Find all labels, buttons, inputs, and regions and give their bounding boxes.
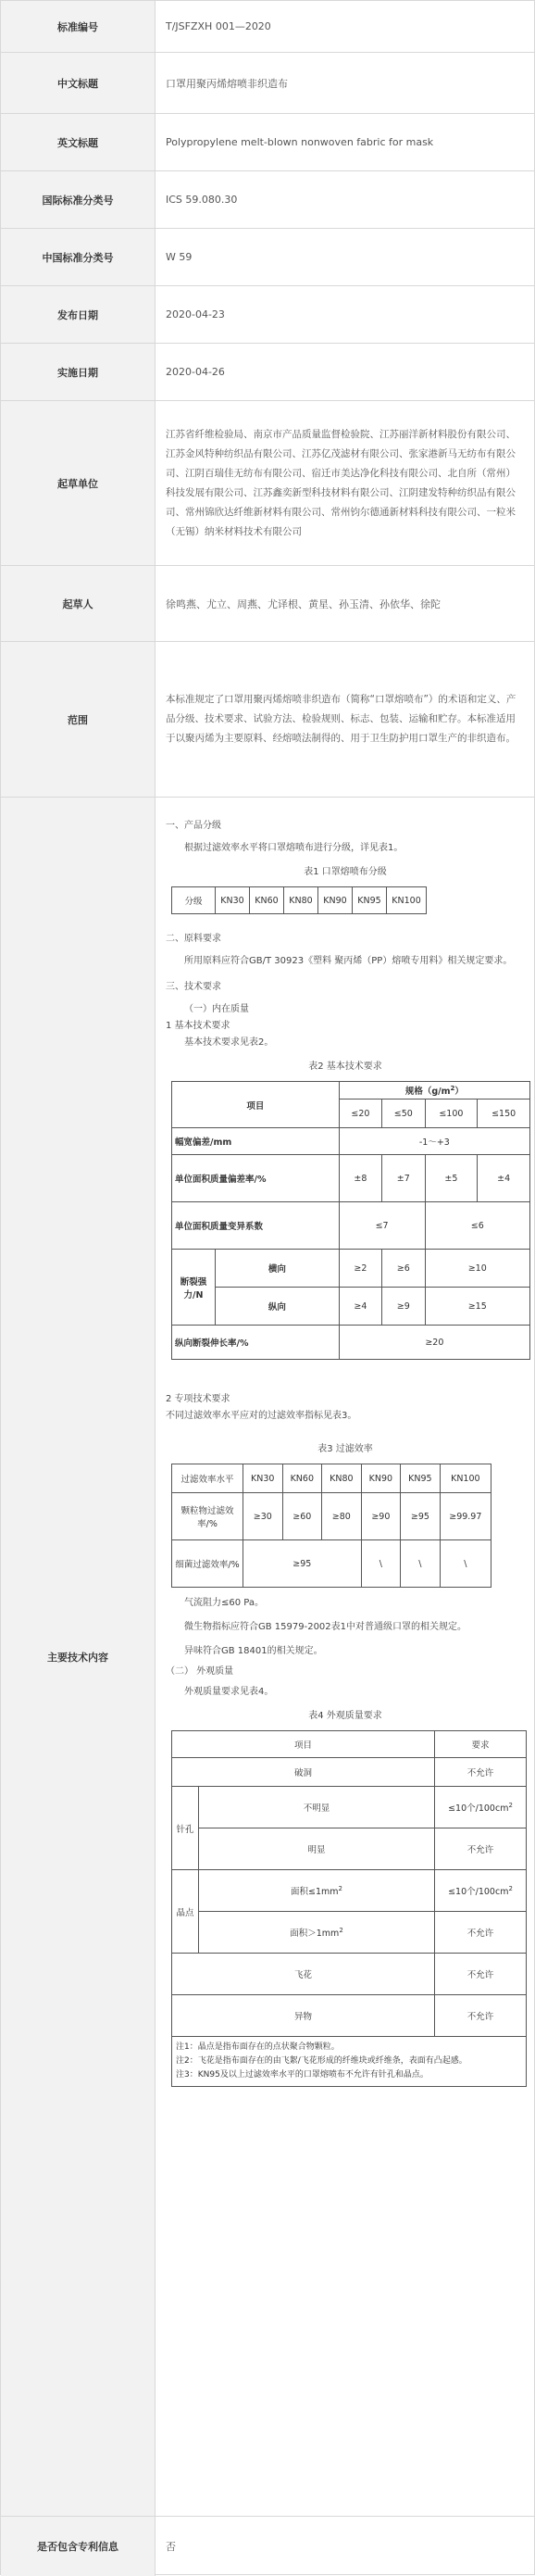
value-scope: 本标准规定了口罩用聚丙烯熔喷非织造布（简称“口罩熔喷布”）的术语和定义、产品分级、技术要求、试验方法、检验规则、标志、包装、运输和贮存。本标准适用于以聚丙烯为主要原料、经熔喷法制得的、用于卫生防护用口罩生产的非织造布。 xyxy=(166,694,516,744)
table-row xyxy=(172,1787,527,1828)
section-intrinsic: （一）内在质量 xyxy=(184,1004,249,1014)
value-ics: ICS 59.080.30 xyxy=(166,194,238,206)
table4-col-req: 要求 xyxy=(435,1731,527,1758)
section-tech: 三、技术要求 xyxy=(166,982,221,992)
table2-caption: 表2 基本技术要求 xyxy=(308,1062,382,1072)
table1-grade: KN90 xyxy=(318,887,353,914)
table2-cell: ≥20 xyxy=(339,1326,529,1360)
table-row xyxy=(172,1464,491,1493)
row-en-title xyxy=(1,114,535,171)
table1-grading xyxy=(171,886,427,914)
table1-grade: KN95 xyxy=(353,887,387,914)
appearance-text: 外观质量要求见表4。 xyxy=(184,1687,274,1697)
table2-basic-requirements xyxy=(171,1081,530,1360)
table-row xyxy=(172,1155,530,1202)
table3-cell: ≥90 xyxy=(361,1493,401,1540)
value-drafting-units: 江苏省纤维检验局、南京市产品质量监督检验院、江苏丽洋新材料股份有限公司、江苏金风特种纺织品有限公司、江苏亿茂滤材有限公司、张家港新马无纺布有限公司、江阴百瑞佳无纺布有限公司、宿迁市美达净化科技有限公司、北自所（常州）科技发展有限公司、江苏鑫奕新型科技材料有限公司、江阴建发特种纺织品有限公司、常州锦欣达纤维新材料有限公司、常州钧尔德通新材料科技有限公司、一粒米（无锡）纳米材料技术有限公司 xyxy=(166,428,516,537)
table3-filtration xyxy=(171,1464,491,1588)
table-row xyxy=(172,1082,530,1100)
value-std-no: T/JSFZXH 001—2020 xyxy=(166,20,271,32)
main-content-body xyxy=(155,798,535,2516)
table4-cell: 不允许 xyxy=(435,1828,527,1870)
table-row xyxy=(172,1731,527,1758)
table-row xyxy=(172,1202,530,1250)
grading-text: 根据过滤效率水平将口罩熔喷布进行分级，详见表1。 xyxy=(184,843,404,853)
table1-grade: KN100 xyxy=(387,887,427,914)
row-cn-title xyxy=(1,53,535,114)
table3-cell: ≥99.97 xyxy=(440,1493,491,1540)
table2-width-value: -1～+3 xyxy=(339,1128,529,1155)
table3-cell: \ xyxy=(361,1540,401,1588)
table3-particle-label: 颗粒物过滤效率/% xyxy=(172,1493,243,1540)
table4-cell: 不允许 xyxy=(435,1954,527,1995)
table-row xyxy=(172,1288,530,1326)
row-std-no xyxy=(1,1,535,53)
table1-grade: KN80 xyxy=(284,887,318,914)
table2-cell: ±5 xyxy=(425,1155,478,1202)
table3-bacteria-label: 细菌过滤效率/% xyxy=(172,1540,243,1588)
basic-text: 基本技术要求见表2。 xyxy=(184,1037,274,1048)
table-row xyxy=(172,1995,527,2037)
label-main-content: 主要技术内容 xyxy=(1,798,156,2516)
microbe-text: 微生物指标应符合GB 15979-2002表1中对普通级口罩的相关规定。 xyxy=(184,1622,467,1632)
table-row xyxy=(172,1954,527,1995)
table3-grade: KN90 xyxy=(361,1464,401,1493)
label-drafting-units: 起草单位 xyxy=(1,401,156,565)
table1-grade: KN60 xyxy=(250,887,284,914)
table4-note: 注3：KN95及以上过滤效率水平的口罩熔喷布不允许有针孔和晶点。 xyxy=(176,2070,429,2080)
label-ccs: 中国标准分类号 xyxy=(1,229,156,285)
table4-cr-b: 面积$>1mm^2$ xyxy=(199,1912,435,1954)
row-main-content xyxy=(1,798,535,2517)
table3-cell: ≥30 xyxy=(243,1493,283,1540)
label-drafters: 起草人 xyxy=(1,566,156,641)
special-text: 不同过滤效率水平应对的过滤效率指标见表3。 xyxy=(166,1411,357,1421)
value-ccs: W 59 xyxy=(166,251,193,263)
table-row xyxy=(172,1828,527,1870)
value-impl-date: 2020-04-26 xyxy=(166,366,225,378)
table2-cell: ≤6 xyxy=(425,1202,530,1250)
table1-grade: KN30 xyxy=(216,887,250,914)
table2-cell: ±4 xyxy=(478,1155,530,1202)
value-en-title: Polypropylene melt-blown nonwoven fabric for mask xyxy=(166,136,434,148)
table4-flake: 飞花 xyxy=(172,1954,435,1995)
table4-note: 注1：晶点是指布面存在的点状聚合物颗粒。 xyxy=(176,2042,340,2052)
table2-col-item: 项目 xyxy=(172,1082,340,1128)
table4-cell: 不允许 xyxy=(435,1758,527,1787)
table4-cr-a: 面积$\le 1mm^2$ xyxy=(199,1870,435,1912)
table2-cell: ≥15 xyxy=(425,1288,530,1326)
table3-cell: ≥60 xyxy=(282,1493,322,1540)
row-patent xyxy=(1,2517,535,2576)
table2-spec: ≤50 xyxy=(382,1100,425,1128)
table1-head: 分级 xyxy=(172,887,216,914)
row-pub-date xyxy=(1,286,535,344)
table3-cell: \ xyxy=(440,1540,491,1588)
table2-spec: ≤100 xyxy=(425,1100,478,1128)
table1-caption: 表1 口罩熔喷布分级 xyxy=(304,867,387,877)
row-ics xyxy=(1,171,535,229)
table4-pinhole: 针孔 xyxy=(172,1787,199,1870)
row-drafters xyxy=(1,566,535,642)
odor-text: 异味符合GB 18401的相关规定。 xyxy=(184,1646,323,1656)
table2-strength-machine: 纵向 xyxy=(216,1288,340,1326)
table3-head: 过滤效率水平 xyxy=(172,1464,243,1493)
table3-cell: ≥80 xyxy=(322,1493,362,1540)
table2-cell: ≥9 xyxy=(382,1288,425,1326)
label-patent: 是否包含专利信息 xyxy=(1,2517,156,2576)
table2-spec: ≤150 xyxy=(478,1100,530,1128)
table2-cell: ±7 xyxy=(382,1155,425,1202)
table-row xyxy=(172,1493,491,1540)
table4-crystal: 晶点 xyxy=(172,1870,199,1954)
table3-grade: KN80 xyxy=(322,1464,362,1493)
section-materials: 二、原料要求 xyxy=(166,934,221,944)
value-drafters: 徐鸣燕、尤立、周燕、尤译根、黄星、孙玉清、孙依华、徐陀 xyxy=(166,597,441,610)
table2-width-label: 幅宽偏差/mm xyxy=(172,1128,340,1155)
table4-cell: ≤10个$/100cm^2$ xyxy=(435,1870,527,1912)
table2-cell: ≥4 xyxy=(339,1288,381,1326)
table4-foreign: 异物 xyxy=(172,1995,435,2037)
table4-col-item: 项目 xyxy=(172,1731,435,1758)
table4-cell: 不允许 xyxy=(435,1995,527,2037)
label-std-no: 标准编号 xyxy=(1,1,156,52)
value-pub-date: 2020-04-23 xyxy=(166,308,225,320)
label-pub-date: 发布日期 xyxy=(1,286,156,343)
label-impl-date: 实施日期 xyxy=(1,344,156,400)
table2-cell: ≥2 xyxy=(339,1250,381,1288)
section-basic: 1 基本技术要求 xyxy=(166,1021,230,1031)
label-cn-title: 中文标题 xyxy=(1,53,156,113)
table4-note: 注2：飞花是指布面存在的由飞絮/飞花形成的纤维块或纤维条，表面有凸起感。 xyxy=(176,2056,467,2066)
table2-mass-dev-label: 单位面积质量偏差率/% xyxy=(172,1155,340,1202)
table-row xyxy=(172,1912,527,1954)
table3-grade: KN60 xyxy=(282,1464,322,1493)
section-special: 2 专项技术要求 xyxy=(166,1394,230,1404)
row-drafting-units xyxy=(1,401,535,566)
table4-cell: 不允许 xyxy=(435,1912,527,1954)
table2-cv-label: 单位面积质量变异系数 xyxy=(172,1202,340,1250)
table4-notes xyxy=(172,2037,527,2087)
table2-cell: ±8 xyxy=(339,1155,381,1202)
table2-strength-cross: 横向 xyxy=(216,1250,340,1288)
table2-spec: ≤20 xyxy=(339,1100,381,1128)
label-ics: 国际标准分类号 xyxy=(1,171,156,228)
section-appearance: （二） 外观质量 xyxy=(166,1666,234,1677)
table4-caption: 表4 外观质量要求 xyxy=(308,1711,382,1721)
air-resistance-text: 气流阻力≤60 Pa。 xyxy=(184,1598,264,1608)
table3-cell: \ xyxy=(401,1540,441,1588)
table-row xyxy=(172,1326,530,1360)
table-row xyxy=(172,1870,527,1912)
value-patent: 否 xyxy=(166,2541,176,2553)
table4-appearance xyxy=(171,1730,527,2087)
table3-cell: ≥95 xyxy=(401,1493,441,1540)
table2-elong-label: 纵向断裂伸长率/% xyxy=(172,1326,340,1360)
table-row xyxy=(172,1128,530,1155)
row-scope xyxy=(1,642,535,798)
materials-text: 所用原料应符合GB/T 30923《塑料 聚丙烯（PP）熔喷专用料》相关规定要求。 xyxy=(184,956,513,966)
table2-col-spec: 规格$(g/m^2)$ xyxy=(339,1082,529,1100)
table-row xyxy=(172,887,427,914)
table3-grade: KN30 xyxy=(243,1464,283,1493)
table4-pin-a: 不明显 xyxy=(199,1787,435,1828)
table-row xyxy=(172,1250,530,1288)
value-cn-title: 口罩用聚丙烯熔喷非织造布 xyxy=(166,77,288,90)
section-grading: 一、产品分级 xyxy=(166,821,221,831)
table3-caption: 表3 过滤效率 xyxy=(317,1444,373,1454)
table2-cell: ≤7 xyxy=(339,1202,425,1250)
label-scope: 范围 xyxy=(1,642,156,797)
label-en-title: 英文标题 xyxy=(1,114,156,170)
table3-grade: KN100 xyxy=(440,1464,491,1493)
table2-cell: ≥6 xyxy=(382,1250,425,1288)
table3-cell: ≥95 xyxy=(243,1540,362,1588)
row-impl-date xyxy=(1,344,535,401)
table2-strength-label: 断裂强力/N xyxy=(172,1250,216,1326)
table-row xyxy=(172,1758,527,1787)
row-ccs xyxy=(1,229,535,286)
table2-cell: ≥10 xyxy=(425,1250,530,1288)
table3-grade: KN95 xyxy=(401,1464,441,1493)
table-row xyxy=(172,1540,491,1588)
table4-hole: 破洞 xyxy=(172,1758,435,1787)
table-row xyxy=(172,2037,527,2087)
table4-pin-b: 明显 xyxy=(199,1828,435,1870)
table4-cell: ≤10个$/100cm^2$ xyxy=(435,1787,527,1828)
